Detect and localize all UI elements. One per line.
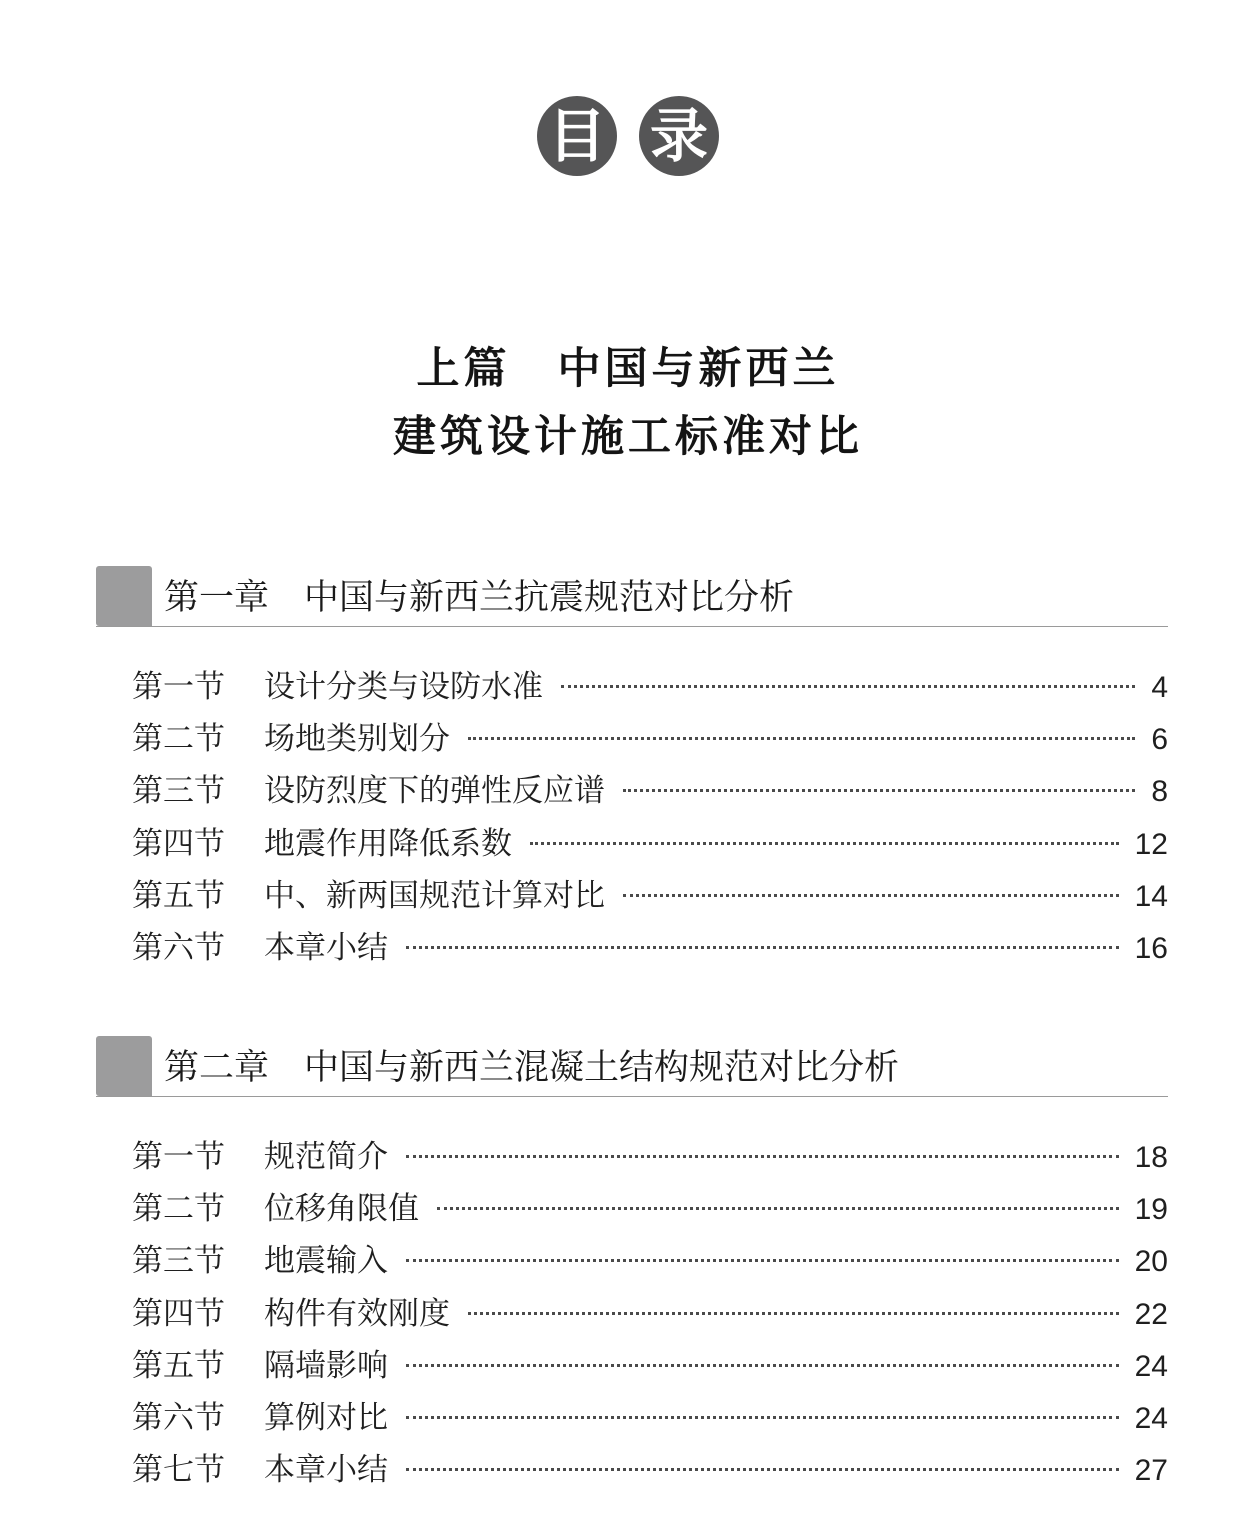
section-number: 第三节 <box>132 773 225 810</box>
toc-entry[interactable] <box>96 1444 1168 1496</box>
dot-leader <box>437 1207 1119 1210</box>
toc-entry[interactable] <box>96 818 1168 870</box>
dot-leader <box>406 1259 1119 1262</box>
part-heading <box>0 338 1256 468</box>
toc-entry[interactable] <box>96 661 1168 713</box>
section-number: 第一节 <box>132 669 225 705</box>
page-number: 14 <box>1134 879 1168 913</box>
section-list <box>96 1131 1168 1496</box>
toc-entry[interactable] <box>96 1183 1168 1235</box>
toc-entry[interactable] <box>96 713 1168 765</box>
section-number: 第七节 <box>132 1452 225 1489</box>
dot-leader <box>530 842 1119 845</box>
chapter-header <box>96 1036 1168 1097</box>
toc-entry[interactable] <box>96 1392 1168 1444</box>
section-title: 算例对比 <box>264 1399 388 1436</box>
part-heading-line: 建筑设计施工标准对比 <box>393 412 863 462</box>
section-number: 第二节 <box>132 1191 225 1228</box>
page-number: 12 <box>1134 827 1168 861</box>
chapter-title[interactable]: 第一章 中国与新西兰抗震规范对比分析 <box>164 578 795 618</box>
chapter-block <box>96 1036 1168 1496</box>
dot-leader <box>406 1416 1119 1419</box>
page-number: 6 <box>1151 723 1168 757</box>
toc-entry[interactable] <box>96 1131 1168 1183</box>
toc-title <box>0 96 1256 176</box>
section-title: 构件有效刚度 <box>264 1295 450 1332</box>
section-title: 隔墙影响 <box>264 1347 388 1384</box>
dot-leader <box>406 1468 1119 1471</box>
section-title: 规范简介 <box>264 1139 388 1175</box>
toc-entry[interactable] <box>96 1288 1168 1340</box>
page-number: 27 <box>1134 1454 1168 1488</box>
section-number: 第五节 <box>132 1347 225 1384</box>
section-title: 位移角限值 <box>264 1191 419 1228</box>
toc-entry[interactable] <box>96 765 1168 817</box>
section-list <box>96 661 1168 974</box>
dot-leader <box>406 1155 1119 1158</box>
section-number: 第二节 <box>132 721 225 758</box>
section-number: 第六节 <box>132 1399 225 1436</box>
dot-leader <box>561 685 1135 688</box>
chapter-block <box>96 566 1168 974</box>
toc-title-char: 录 <box>639 96 719 176</box>
dot-leader <box>406 1364 1119 1367</box>
section-title: 设防烈度下的弹性反应谱 <box>264 773 605 810</box>
toc-entry[interactable] <box>96 922 1168 974</box>
page-number: 18 <box>1134 1141 1168 1174</box>
page-number: 19 <box>1134 1193 1168 1227</box>
section-number: 第六节 <box>132 929 225 966</box>
section-number: 第五节 <box>132 877 225 914</box>
section-number: 第一节 <box>132 1139 225 1175</box>
section-title: 设计分类与设防水准 <box>264 669 543 705</box>
section-title: 场地类别划分 <box>264 721 450 758</box>
toc-entry[interactable] <box>96 870 1168 922</box>
section-number: 第四节 <box>132 1295 225 1332</box>
page-number: 24 <box>1134 1401 1168 1435</box>
section-title: 地震输入 <box>264 1243 388 1280</box>
chapter-header <box>96 566 1168 627</box>
dot-leader <box>623 789 1135 792</box>
dot-leader <box>406 946 1119 949</box>
dot-leader <box>468 1312 1119 1315</box>
page-number: 16 <box>1134 931 1168 965</box>
page-number: 20 <box>1134 1245 1168 1279</box>
dot-leader <box>468 737 1135 740</box>
section-title: 地震作用降低系数 <box>264 825 512 862</box>
toc-title-char: 目 <box>537 96 617 176</box>
section-number: 第四节 <box>132 825 225 862</box>
section-title: 中、新两国规范计算对比 <box>264 877 605 914</box>
part-heading-line: 上篇 中国与新西兰 <box>416 344 840 394</box>
chapter-marker <box>96 1036 152 1096</box>
page-number: 8 <box>1151 775 1168 809</box>
section-title: 本章小结 <box>264 1452 388 1489</box>
chapter-marker <box>96 566 152 626</box>
chapter-title[interactable]: 第二章 中国与新西兰混凝土结构规范对比分析 <box>164 1048 900 1088</box>
section-number: 第三节 <box>132 1243 225 1280</box>
page-number: 24 <box>1134 1349 1168 1383</box>
page-number: 4 <box>1151 671 1168 704</box>
toc-entry[interactable] <box>96 1235 1168 1287</box>
dot-leader <box>623 894 1119 897</box>
section-title: 本章小结 <box>264 929 388 966</box>
toc-entry[interactable] <box>96 1340 1168 1392</box>
page-number: 22 <box>1134 1297 1168 1331</box>
